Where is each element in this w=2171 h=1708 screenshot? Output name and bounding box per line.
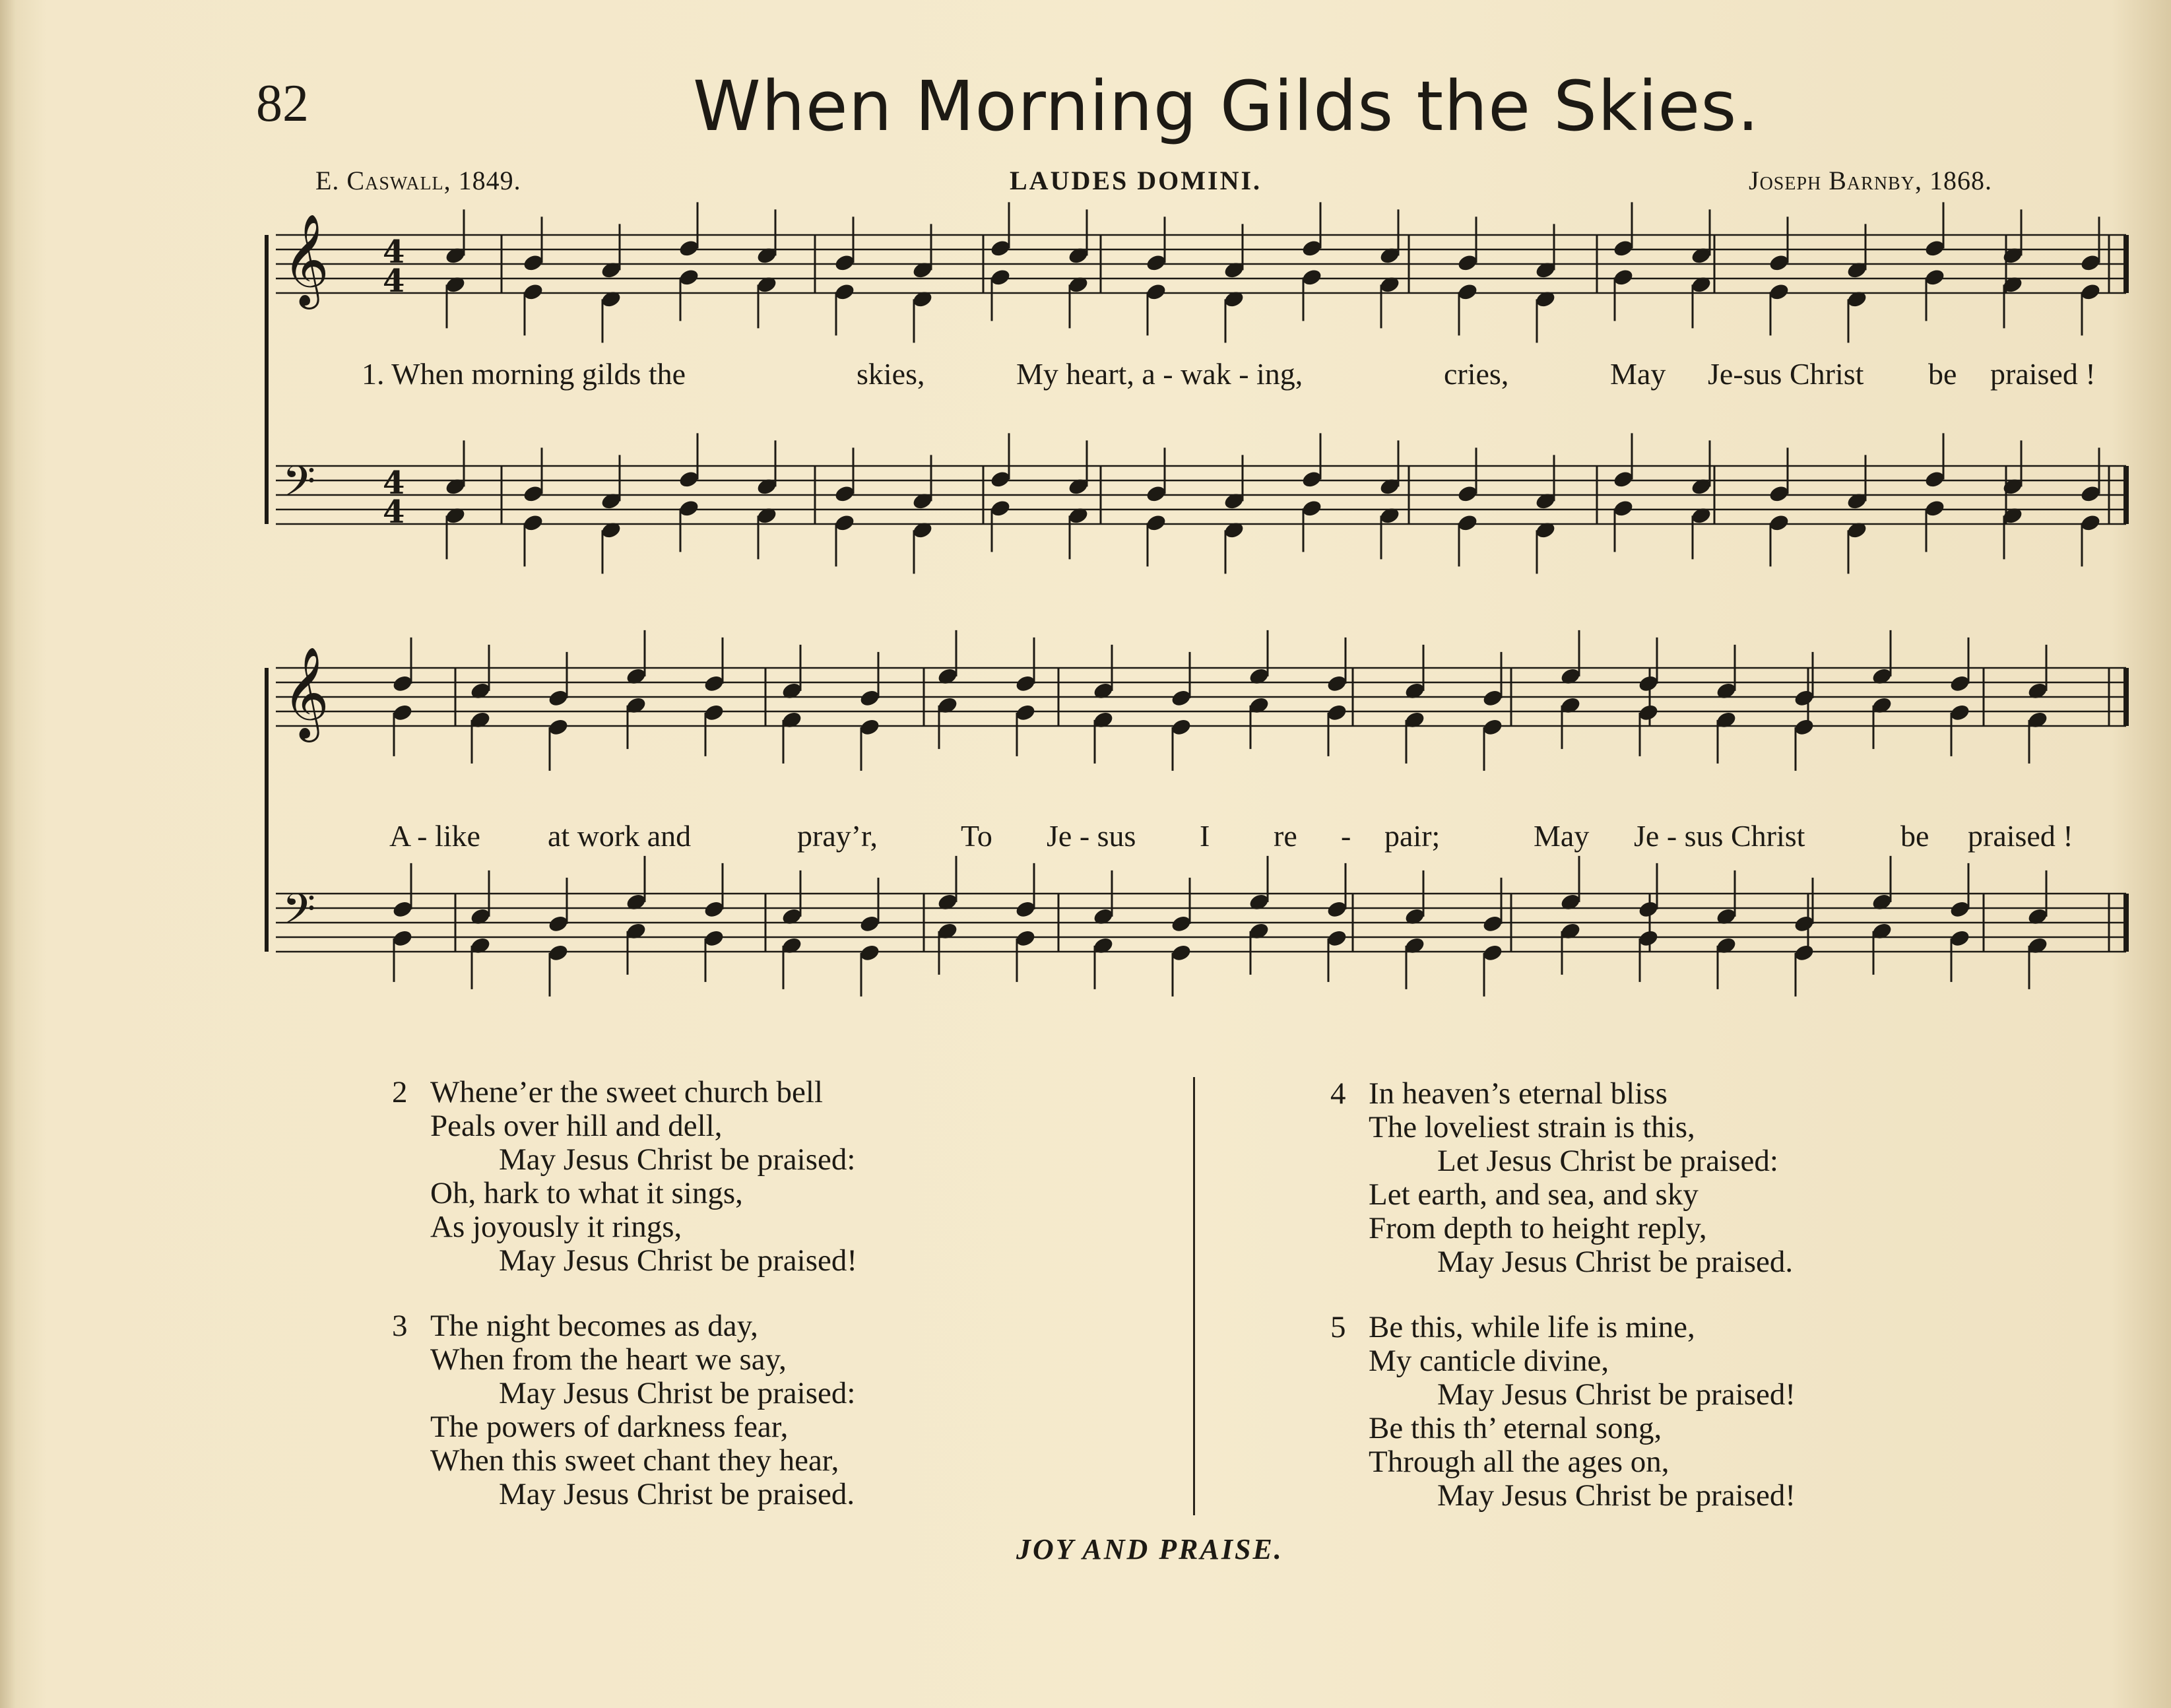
verse-3: [392, 1309, 855, 1511]
verse-4: [1330, 1077, 1793, 1279]
time-signature-bottom: 4: [383, 263, 405, 300]
lyric-l1-0: 1. When morning gilds the: [362, 357, 686, 391]
lyric-l2-8: pair;: [1384, 819, 1441, 853]
tune-name: LAUDES DOMINI.: [1010, 166, 1262, 195]
treble-clef-icon: 𝄞: [282, 214, 329, 306]
verse-line: From depth to height reply,: [1369, 1211, 1707, 1245]
time-signature-bottom: 4: [383, 494, 405, 531]
lyric-l2-7: -: [1341, 819, 1351, 853]
lyric-l1-1: skies,: [857, 357, 925, 391]
lyric-l2-6: re: [1274, 819, 1297, 853]
lyric-l2-10: Je - sus Christ: [1634, 819, 1805, 853]
lyric-l2-0: A - like: [389, 819, 480, 853]
verse-line: Oh, hark to what it sings,: [430, 1176, 743, 1210]
lyric-l2-2: pray’r,: [797, 819, 878, 853]
lyric-l1-2: My heart, a - wak - ing,: [1016, 357, 1303, 391]
verse-line: Be this th’ eternal song,: [1369, 1411, 1662, 1445]
verse-line: When this sweet chant they hear,: [430, 1443, 839, 1478]
column-divider: [1193, 1077, 1195, 1515]
verse-line: May Jesus Christ be praised:: [499, 1142, 856, 1177]
hymn-title: When Morning Gilds the Skies.: [693, 66, 1760, 147]
time-signature-top: 4: [383, 234, 405, 271]
lyric-l2-12: praised !: [1968, 819, 2073, 853]
verse-line: Let earth, and sea, and sky: [1369, 1177, 1699, 1212]
verse-2: [392, 1076, 857, 1278]
verse-line: My canticle divine,: [1369, 1344, 1609, 1378]
verse-number: 5: [1330, 1310, 1346, 1344]
verse-line: May Jesus Christ be praised!: [1437, 1478, 1796, 1513]
verse-line: Through all the ages on,: [1369, 1445, 1669, 1479]
lyric-l2-3: To: [961, 819, 992, 853]
verse-number: 4: [1330, 1076, 1346, 1111]
verse-line: May Jesus Christ be praised.: [499, 1477, 855, 1511]
bass-clef-icon: 𝄢: [282, 885, 316, 944]
verse-line: The powers of darkness fear,: [430, 1410, 789, 1444]
verse-5: [1330, 1311, 1796, 1513]
lyric-l2-11: be: [1900, 819, 1929, 853]
lyric-l2-1: at work and: [548, 819, 692, 853]
verse-number: 3: [392, 1309, 408, 1343]
lyric-l2-4: Je - sus: [1047, 819, 1136, 853]
verse-line: The loveliest strain is this,: [1369, 1110, 1695, 1144]
bass-clef-icon: 𝄢: [282, 457, 316, 517]
book-footer: JOY AND PRAISE.: [1016, 1533, 1283, 1565]
verse-line: In heaven’s eternal bliss: [1369, 1076, 1668, 1111]
page-number: 82: [256, 75, 309, 133]
time-signature-top: 4: [383, 465, 405, 502]
lyric-l1-5: Je-sus Christ: [1708, 357, 1864, 391]
verse-line: The night becomes as day,: [430, 1309, 758, 1343]
lyric-l2-9: May: [1534, 819, 1590, 853]
verse-line: Peals over hill and dell,: [430, 1109, 723, 1143]
lyric-l1-4: May: [1610, 357, 1666, 391]
lyric-l2-5: I: [1200, 819, 1210, 853]
verse-line: May Jesus Christ be praised!: [499, 1243, 858, 1278]
treble-clef-icon: 𝄞: [282, 647, 329, 739]
composer-credit: Joseph Barnby, 1868.: [1749, 166, 1992, 195]
lyric-l1-3: cries,: [1444, 357, 1509, 391]
verse-line: When from the heart we say,: [430, 1342, 787, 1377]
verse-line: May Jesus Christ be praised!: [1437, 1377, 1796, 1412]
verse-number: 2: [392, 1075, 408, 1109]
verse-line: Whene’er the sweet church bell: [430, 1075, 824, 1109]
author-credit: E. Caswall, 1849.: [315, 166, 521, 195]
lyric-l1-6: be: [1928, 357, 1957, 391]
lyric-l1-7: praised !: [1990, 357, 2096, 391]
verse-line: May Jesus Christ be praised:: [499, 1376, 856, 1410]
verse-line: As joyously it rings,: [430, 1210, 682, 1244]
verse-line: Be this, while life is mine,: [1369, 1310, 1695, 1344]
verse-line: May Jesus Christ be praised.: [1437, 1245, 1794, 1279]
verse-line: Let Jesus Christ be praised:: [1437, 1144, 1778, 1178]
